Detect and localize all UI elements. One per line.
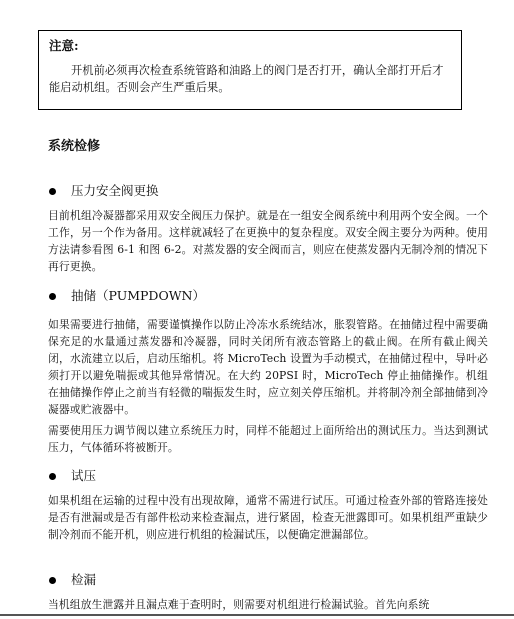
paragraph: 如果需要进行抽储，需要谨慎操作以防止冷冻水系统结冰，胀裂管路。在抽储过程中需要确保充足的水量通过蒸发器和冷凝器，同时关闭所有液态管路上的截止阀。在所有截止阀关闭，水流建立以后，启动压缩机。将 MicroTech 设置为手动模式，在抽储过程中，导叶必须打开以避免喘振或其他异常情况。在大约 20PSI 时，MicroTech 停止抽储操作。机组在抽储操作停止之前当有轻微的喘振发生时，应立刻关停压缩机。并将制冷剂全部抽储到冷凝器或贮液器中。 <box>48 318 488 416</box>
page-bottom-rule <box>0 614 514 616</box>
heading-text: 试压 <box>71 468 97 483</box>
bullet-heading-pressure-valve <box>48 182 159 200</box>
heading-text: 检漏 <box>71 572 97 587</box>
bullet-heading-pressure-test <box>48 467 96 485</box>
paragraph: 如果机组在运输的过程中没有出现故障，通常不需进行试压。可通过检查外部的管路连接处是否有泄漏或是否有部件松动来检查漏点，进行紧固，检查无泄露即可。如果机组严重缺少制冷剂而不能开机，则应进行机组的检漏试压，以便确定泄漏部位。 <box>48 494 488 541</box>
bullet-icon <box>49 293 56 300</box>
notice-title: 注意: <box>49 38 79 53</box>
paragraph: 目前机组冷凝器都采用双安全阀压力保护。就是在一组安全阀系统中利用两个安全阀。一个工作，另一个作为备用。这样就减轻了在更换中的复杂程度。双安全阀主要分为两种。使用方法请参看图 6-1 和图 6-2。对蒸发器的安全阀而言，则应在使蒸发器内无制冷剂的情况下再行更换。 <box>48 209 488 273</box>
section-title: 系统检修 <box>48 139 101 154</box>
paragraph: 当机组放生泄露并且漏点难于查明时，则需要对机组进行检漏试验。首先向系统 <box>48 598 430 611</box>
bullet-icon <box>49 188 56 195</box>
bullet-heading-pumpdown <box>48 287 205 305</box>
bullet-icon <box>49 577 56 584</box>
paragraph: 需要使用压力调节阀以建立系统压力时，同样不能超过上面所给出的测试压力。当达到测试压力，气体循环将被断开。 <box>48 424 488 454</box>
bullet-icon <box>49 473 56 480</box>
heading-text: 抽储（PUMPDOWN） <box>71 288 205 303</box>
notice-text: 开机前必须再次检查系统管路和油路上的阀门是否打开，确认全部打开后才能启动机组。否则会产生严重后果。 <box>49 64 444 94</box>
notice-box <box>38 30 462 110</box>
bullet-heading-leak-check <box>48 571 96 589</box>
heading-text: 压力安全阀更换 <box>71 183 159 198</box>
